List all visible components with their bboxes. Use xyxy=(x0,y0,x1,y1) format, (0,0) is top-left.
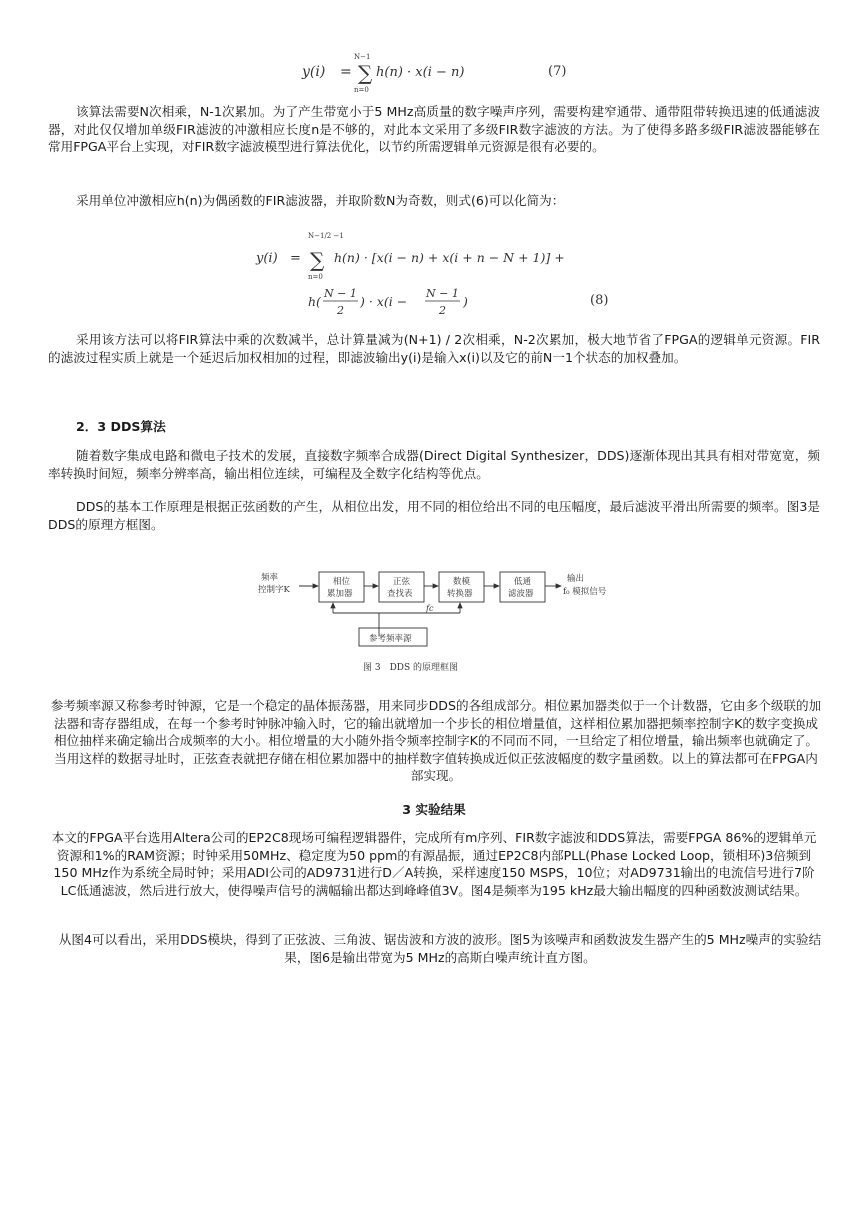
figure-3-ref-label: 参考频率源 xyxy=(369,634,412,644)
paragraph-7: 本文的FPGA平台选用Altera公司的EP2C8现场可编程逻辑器件，完成所有m序列、FIR数字滤波和DDS算法，需要FPGA 86%的逻辑单元资源和1%的RAM资源；时钟采用50MHz、稳定度为50 ppm的有源晶振，通过EP2C8内部PLL(Phase Locked Loop，锁相环)3倍频到150 MHz作为系统全局时钟；采用ADI公司的AD9731进行D／A转换，采样速度150 MSPS，10位；对AD9731输出的电流信号进行7阶LC低通滤波，然后进行放大，使得噪声信号的满幅输出都达到峰峰值3V。图4是频率为195 kHz最大输出幅度的四种函数波测试结果。 xyxy=(51,830,817,898)
formula-8-sum-upper: N−1/2 −1 xyxy=(308,232,344,240)
formula-8-frac-1-den: 2 xyxy=(337,304,344,317)
formula-7-lhs: y(i) xyxy=(302,64,326,80)
figure-3-block-4-line-1: 低通 xyxy=(514,577,532,587)
paragraph-8: 从图4可以看出，采用DDS模块，得到了正弦波、三角波、锯齿波和方波的波形。图5为该噪声和函数波发生器产生的5 MHz噪声的实验结果，图6是输出带宽为5 MHz的高斯白噪声统计直方图。 xyxy=(58,932,822,965)
formula-7-equals: = xyxy=(340,64,352,80)
figure-3-block-4-line-2: 滤波器 xyxy=(508,589,534,599)
formula-8-sum-lower: n=0 xyxy=(308,273,323,281)
formula-8-frac-2-den: 2 xyxy=(439,304,446,317)
formula-8-number: (8) xyxy=(590,293,609,308)
formula-8-line-1: h(n) · [x(i − n) + x(i + n − N + 1)] + xyxy=(334,250,565,265)
formula-7-number: (7) xyxy=(548,64,567,79)
figure-3-block-1-line-1: 相位 xyxy=(333,577,351,587)
figure-3-output-line-2: f₀ 模拟信号 xyxy=(563,587,607,597)
figure-3-output-line-1: 输出 xyxy=(567,574,585,584)
figure-3-block-2-line-2: 查找表 xyxy=(387,589,413,599)
formula-7-sum-upper: N−1 xyxy=(354,53,371,61)
paragraph-5: DDS的基本工作原理是根据正弦函数的产生，从相位出发，用不同的相位给出不同的电压幅度，最后滤波平滑出所需要的频率。图3是DDS的原理方框图。 xyxy=(48,499,820,532)
figure-3-input-line-1: 频率 xyxy=(261,573,279,583)
figure-3-input-line-2: 控制字K xyxy=(258,585,290,595)
formula-7-body: h(n) · x(i − n) xyxy=(376,65,465,80)
formula-8-lhs: y(i) xyxy=(256,251,278,266)
formula-8-line-2-prefix: h( xyxy=(308,294,321,309)
formula-8-line-2-suffix: ) xyxy=(463,294,468,309)
formula-8-frac-1-num: N − 1 xyxy=(324,287,357,300)
paragraph-2: 采用单位冲激相应h(n)为偶函数的FIR滤波器，并取阶数N为奇数，则式(6)可以化简为： xyxy=(76,193,565,208)
paragraph-1: 该算法需要N次相乘，N-1次累加。为了产生带宽小于5 MHz高质量的数字噪声序列，需要构建窄通带、通带阻带转换迅速的低通滤波器，对此仅仅增加单级FIR滤波的冲激相应长度n是不够的，对此本文采用了多级FIR数字滤波的方法。为了使得多路多级FIR滤波器能够在常用FPGA平台上实现，对FIR数字滤波模型进行算法优化，以节约所需逻辑单元资源是很有必要的。 xyxy=(48,104,820,155)
section-heading-3: 3 实验结果 xyxy=(402,802,466,817)
formula-8-frac-2-num: N − 1 xyxy=(426,287,459,300)
figure-3-block-3-line-1: 数模 xyxy=(453,577,471,587)
section-heading-2-3: 2．3 DDS算法 xyxy=(76,419,166,434)
figure-3-block-2-line-1: 正弦 xyxy=(393,577,411,587)
formula-7-sum-lower: n=0 xyxy=(354,86,369,94)
figure-3-dds-diagram xyxy=(255,564,625,680)
formula-8-equals: = xyxy=(290,251,301,266)
formula-7-sigma: ∑ xyxy=(358,61,373,85)
formula-8 xyxy=(250,226,620,318)
figure-3-caption: 图 3 DDS 的原理框图 xyxy=(363,663,459,673)
formula-7 xyxy=(290,50,590,96)
paragraph-4: 随着数字集成电路和微电子技术的发展，直接数字频率合成器(Direct Digital Synthesizer，DDS)逐渐体现出其具有相对带宽宽，频率转换时间短，频率分辨率高，输出相位连续，可编程及全数字化结构等优点。 xyxy=(48,448,820,481)
paragraph-6: 参考频率源又称参考时钟源，它是一个稳定的晶体振荡器，用来同步DDS的各组成部分。相位累加器类似于一个计数器，它由多个级联的加法器和寄存器组成，在每一个参考时钟脉冲输入时，它的输出就增加一个步长的相位增量值，这样相位累加器把频率控制字K的数字变换成相位抽样来确定输出合成频率的大小。相位增量的大小随外指令频率控制字K的不同而不同，一旦给定了相位增量，输出频率也就确定了。当用这样的数据寻址时，正弦查表就把存储在相位累加器中的抽样数字值转换成近似正弦波幅度的数字量函数。以上的算法都可在FPGA内部实现。 xyxy=(50,698,822,784)
paragraph-3: 采用该方法可以将FIR算法中乘的次数减半，总计算量减为(N+1) / 2次相乘，N-2次累加，极大地节省了FPGA的逻辑单元资源。FIR的滤波过程实质上就是一个延迟后加权相加的过程，即滤波输出y(i)是输入x(i)以及它的前N一1个状态的加权叠加。 xyxy=(48,332,820,365)
figure-3-block-1-line-2: 累加器 xyxy=(327,589,353,599)
formula-8-sigma: ∑ xyxy=(310,248,325,272)
figure-3-block-3-line-2: 转换器 xyxy=(447,589,473,599)
figure-3-clock-label: fc xyxy=(426,604,434,613)
formula-8-line-2-mid: ) · x(i − xyxy=(360,294,408,309)
